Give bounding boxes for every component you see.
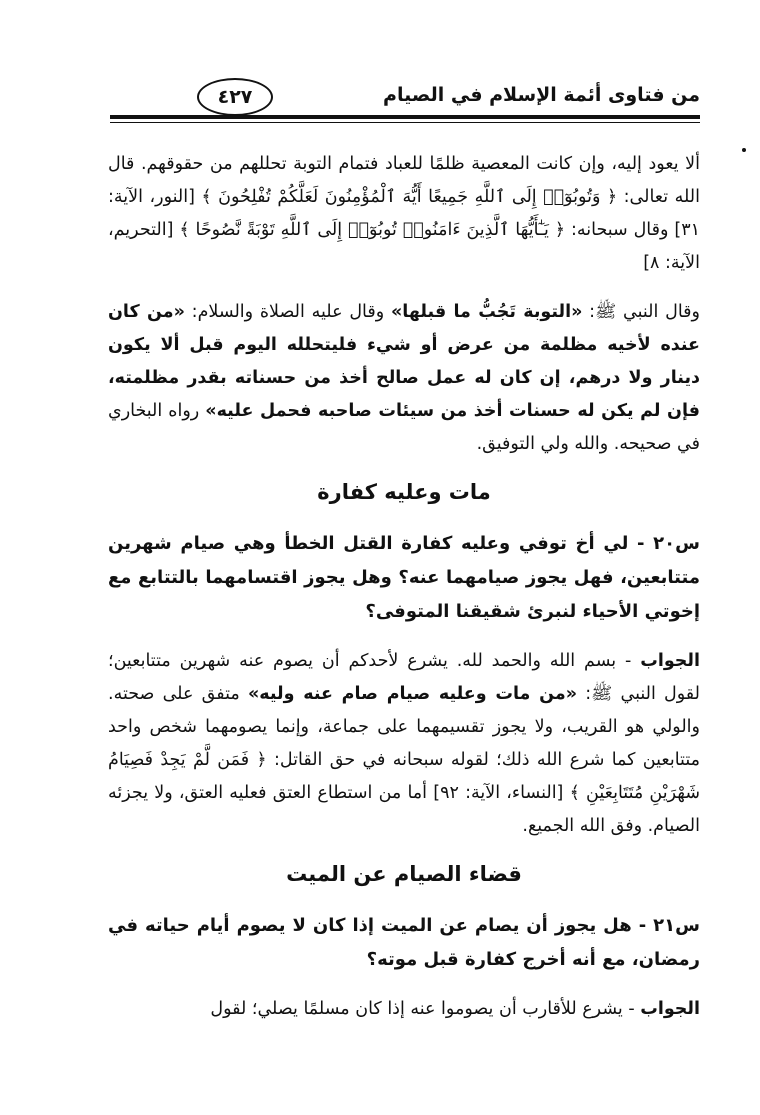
- answer-label: الجواب: [640, 999, 700, 1019]
- text: ألا يعود إليه، وإن كانت المعصية ظلمًا للعباد فتمام التوبة تحللهم من حقوقهم. قال الله تعالى:: [108, 154, 700, 207]
- header-rule-thick: [110, 115, 700, 119]
- text: متفق على صحته. والولي هو القريب، ولا يجوز تقسيمهما على جماعة، وإنما يصومهما شخص واحد متتابعين كما شرع الله ذلك؛ لقوله سبحانه في حق القاتل:: [108, 684, 700, 770]
- paragraph-hadith: [108, 296, 700, 461]
- answer-label: الجواب: [640, 651, 700, 671]
- running-title: من فتاوى أئمة الإسلام في الصيام: [383, 84, 700, 106]
- quran-verse: ﴿ فَمَن لَّمْ يَجِدْ فَصِيَامُ شَهْرَيْنِ مُتَتَابِعَيْنِ ﴾: [108, 750, 701, 803]
- paragraph-repentance: [108, 148, 700, 280]
- quran-verse: ﴿ وَتُوبُوٓا۟ إِلَى ٱللَّهِ جَمِيعًا أَيُّهَ ٱلْمُؤْمِنُونَ لَعَلَّكُمْ تُفْلِحُونَ ﴾: [201, 187, 618, 207]
- header-rule-thin: [110, 122, 700, 123]
- text: - بسم الله والحمد لله. يشرع لأحدكم أن يصوم عنه شهرين متتابعين؛ لقول النبي ﷺ:: [108, 651, 700, 704]
- section-heading-expiation: مات وعليه كفارة: [317, 480, 491, 504]
- question-20: س٢٠ - لي أخ توفي وعليه كفارة القتل الخطأ وهي صيام شهرين متتابعين، فهل يجوز صيامهما عنه؟ وهل يجوز اقتسامهما بالتتابع مع إخوتي الأحياء لنبرئ شقيقنا المتوفى؟: [108, 533, 700, 622]
- answer-20: [108, 645, 700, 843]
- page-header: [100, 78, 700, 128]
- hadith-quote: «من كان عنده لأخيه مظلمة من عرض أو شيء فليتحلله اليوم قبل ألا يكون دينار ولا درهم، إن كان له عمل صالح أخذ من حسناته بقدر مظلمته، فإن لم يكن له حسنات أخذ من سيئات صاحبه فحمل عليه»: [108, 302, 700, 421]
- text: وقال النبي ﷺ:: [582, 302, 700, 322]
- margin-dot: [742, 148, 746, 152]
- text: [النساء، الآية: ٩٢] أما من استطاع العتق فعليه العتق، ولا يجزئه الصيام. وفق الله الجميع.: [108, 783, 700, 836]
- answer-21: [108, 993, 700, 1026]
- page-number: ٤٢٧: [197, 78, 273, 116]
- page-body: [108, 148, 700, 1026]
- question-21: س٢١ - هل يجوز أن يصام عن الميت إذا كان لا يصوم أيام حياته في رمضان، مع أنه أخرج كفارة قبل موته؟: [108, 915, 700, 970]
- section-heading-fasting-for-deceased: قضاء الصيام عن الميت: [286, 862, 522, 886]
- hadith-quote: «التوبة تَجُبُّ ما قبلها»: [390, 302, 583, 322]
- text: وقال عليه الصلاة والسلام:: [184, 302, 391, 322]
- quran-verse: ﴿ يَـٰٓأَيُّهَا ٱلَّذِينَ ءَامَنُوا۟ تُوبُوٓا۟ إِلَى ٱللَّهِ تَوْبَةً نَّصُوحًا ﴾: [179, 220, 566, 240]
- text: - يشرع للأقارب أن يصوموا عنه إذا كان مسلمًا يصلي؛ لقول: [210, 999, 641, 1019]
- text: رواه البخاري في صحيحه. والله ولي التوفيق.: [108, 401, 700, 454]
- text: [النور، الآية: ٣١] وقال سبحانه:: [108, 187, 700, 240]
- hadith-quote: «من مات وعليه صيام صام عنه وليه»: [247, 684, 578, 704]
- text: [التحريم، الآية: ٨]: [108, 220, 700, 273]
